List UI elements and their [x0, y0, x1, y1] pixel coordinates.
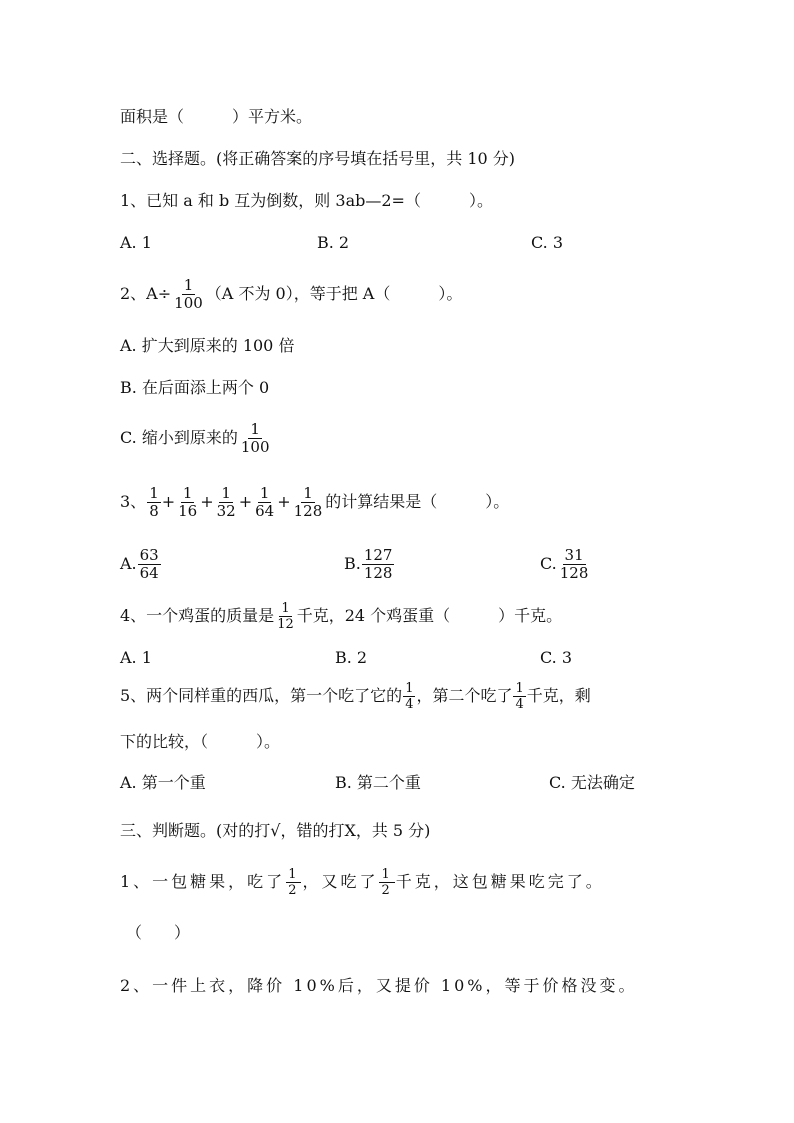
question-3: 3、 $\frac{1}{8}$ + $\frac{1}{16}$ + $\frac{1}{32}$ + $\frac{1}{64}$ + $\frac{1}{128}$ 的计算结果是（ ）。	[120, 484, 510, 520]
q2-option-c: C. 缩小到原来的 $\frac{1}{100}$	[120, 420, 270, 456]
question-1: 1、已知 a 和 b 互为倒数，则 3ab—2=（ ）。	[120, 191, 493, 210]
fraction-1-128: $\frac{1}{128}$	[293, 484, 323, 520]
fraction-1-100: $\frac{1}{100}$	[174, 276, 203, 312]
q2-prefix: 2、A÷	[120, 284, 172, 303]
q3-option-b: B. $\frac{127}{128}$	[344, 546, 393, 582]
q5-option-c: C. 无法确定	[549, 773, 635, 792]
section-2-heading: 二、选择题。(将正确答案的序号填在括号里，共 10 分)	[120, 149, 516, 168]
judge-1-answer-paren: （ ）	[126, 923, 191, 942]
judge-1: 1、一包糖果，吃了 $\frac{1}{2}$ ，又吃了 $\frac{1}{2}$ 千克，这包糖果吃完了。	[120, 867, 605, 898]
fraction-1-4: $\frac{1}{4}$	[515, 681, 524, 712]
q1-option-a: A. 1	[120, 233, 152, 252]
question-5: 5、两个同样重的西瓜，第一个吃了它的 $\frac{1}{4}$ ，第二个吃了 $\frac{1}{4}$ 千克，剩	[120, 681, 591, 712]
fraction-1-32: $\frac{1}{32}$	[216, 484, 236, 520]
q3-option-c: C. $\frac{31}{128}$	[540, 546, 589, 582]
q4-option-a: A. 1	[120, 648, 152, 667]
q4-option-b: B. 2	[335, 648, 368, 667]
q1-option-c: C. 3	[531, 233, 564, 252]
q5-option-a: A. 第一个重	[120, 773, 206, 792]
fraction-31-128: $\frac{31}{128}$	[559, 546, 589, 582]
q3-option-a: A. $\frac{63}{64}$	[120, 546, 159, 582]
question-2	[120, 270, 462, 318]
fraction-127-128: $\frac{127}{128}$	[363, 546, 393, 582]
section-3-heading: 三、判断题。(对的打√，错的打X，共 5 分)	[120, 821, 431, 840]
question-4: 4、一个鸡蛋的质量是 $\frac{1}{12}$ 千克，24 个鸡蛋重（ ）千克。	[120, 601, 563, 632]
fraction-1-4: $\frac{1}{4}$	[405, 681, 414, 712]
fraction-1-64: $\frac{1}{64}$	[255, 484, 275, 520]
fraction-1-100: $\frac{1}{100}$	[240, 420, 270, 456]
fraction-1-16: $\frac{1}{16}$	[178, 484, 198, 520]
judge-2: 2、一件上衣，降价 10%后，又提价 10%，等于价格没变。	[120, 976, 638, 995]
fraction-1-2: $\frac{1}{2}$	[288, 867, 300, 898]
q4-option-c: C. 3	[540, 648, 573, 667]
fraction-1-8: $\frac{1}{8}$	[149, 484, 159, 520]
area-line: 面积是（ ）平方米。	[120, 107, 313, 126]
q1-option-b: B. 2	[317, 233, 350, 252]
q5-option-b: B. 第二个重	[335, 773, 421, 792]
question-5-line-2: 下的比较，（ ）。	[120, 732, 281, 751]
q2-option-b: B. 在后面添上两个 0	[120, 378, 270, 397]
q2-option-a: A. 扩大到原来的 100 倍	[120, 336, 295, 355]
q2-suffix: （A 不为 0），等于把 A（ ）。	[205, 284, 463, 303]
fraction-63-64: $\frac{63}{64}$	[139, 546, 159, 582]
fraction-1-12: $\frac{1}{12}$	[277, 601, 294, 632]
fraction-1-2: $\frac{1}{2}$	[381, 867, 393, 898]
